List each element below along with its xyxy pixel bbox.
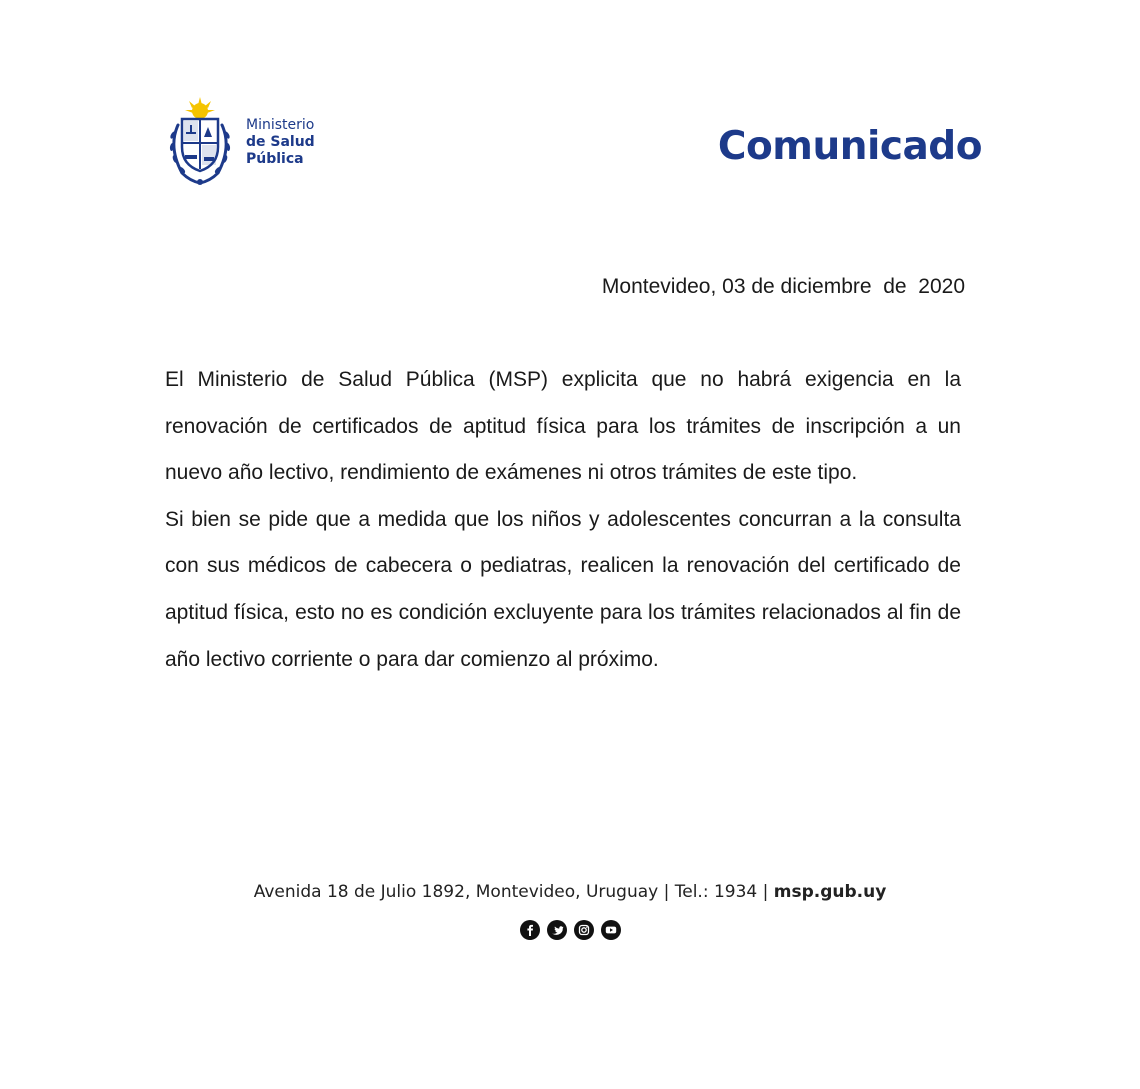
ministry-name bbox=[246, 117, 315, 168]
document-body bbox=[165, 357, 961, 683]
body-paragraph-2: Si bien se pide que a medida que los niños y adolescentes concurran a la consulta con sus médicos de cabecera o pediatras, realicen la renovación del certificado de aptitud física, esto no es condición excluyente para los trámites relacionados al fin de año lectivo corriente o para dar comienzo al próximo. bbox=[165, 507, 961, 671]
ministry-name-line3: Pública bbox=[246, 150, 304, 167]
footer-address: Avenida 18 de Julio 1892, Montevideo, Uruguay | Tel.: 1934 | bbox=[253, 882, 774, 902]
ministry-logo bbox=[164, 96, 334, 188]
footer-contact bbox=[0, 882, 1140, 902]
document-title: Comunicado bbox=[717, 124, 982, 169]
coat-of-arms-icon bbox=[164, 97, 236, 187]
instagram-icon[interactable] bbox=[574, 920, 594, 940]
document-date: Montevideo, 03 de diciembre de 2020 bbox=[601, 275, 965, 298]
ministry-name-line1: Ministerio bbox=[246, 116, 315, 133]
facebook-icon[interactable] bbox=[520, 920, 540, 940]
twitter-icon[interactable] bbox=[547, 920, 567, 940]
youtube-icon[interactable] bbox=[601, 920, 621, 940]
ministry-name-line2: de Salud bbox=[246, 133, 315, 150]
footer-website-link[interactable]: msp.gub.uy bbox=[773, 882, 887, 902]
body-paragraph-1: El Ministerio de Salud Pública (MSP) explicita que no habrá exigencia en la renovación de certificados de aptitud física para los trámites de inscripción a un nuevo año lectivo, rendimiento de exámenes ni otros trámites de este tipo. bbox=[165, 368, 961, 485]
social-links bbox=[0, 920, 1140, 940]
